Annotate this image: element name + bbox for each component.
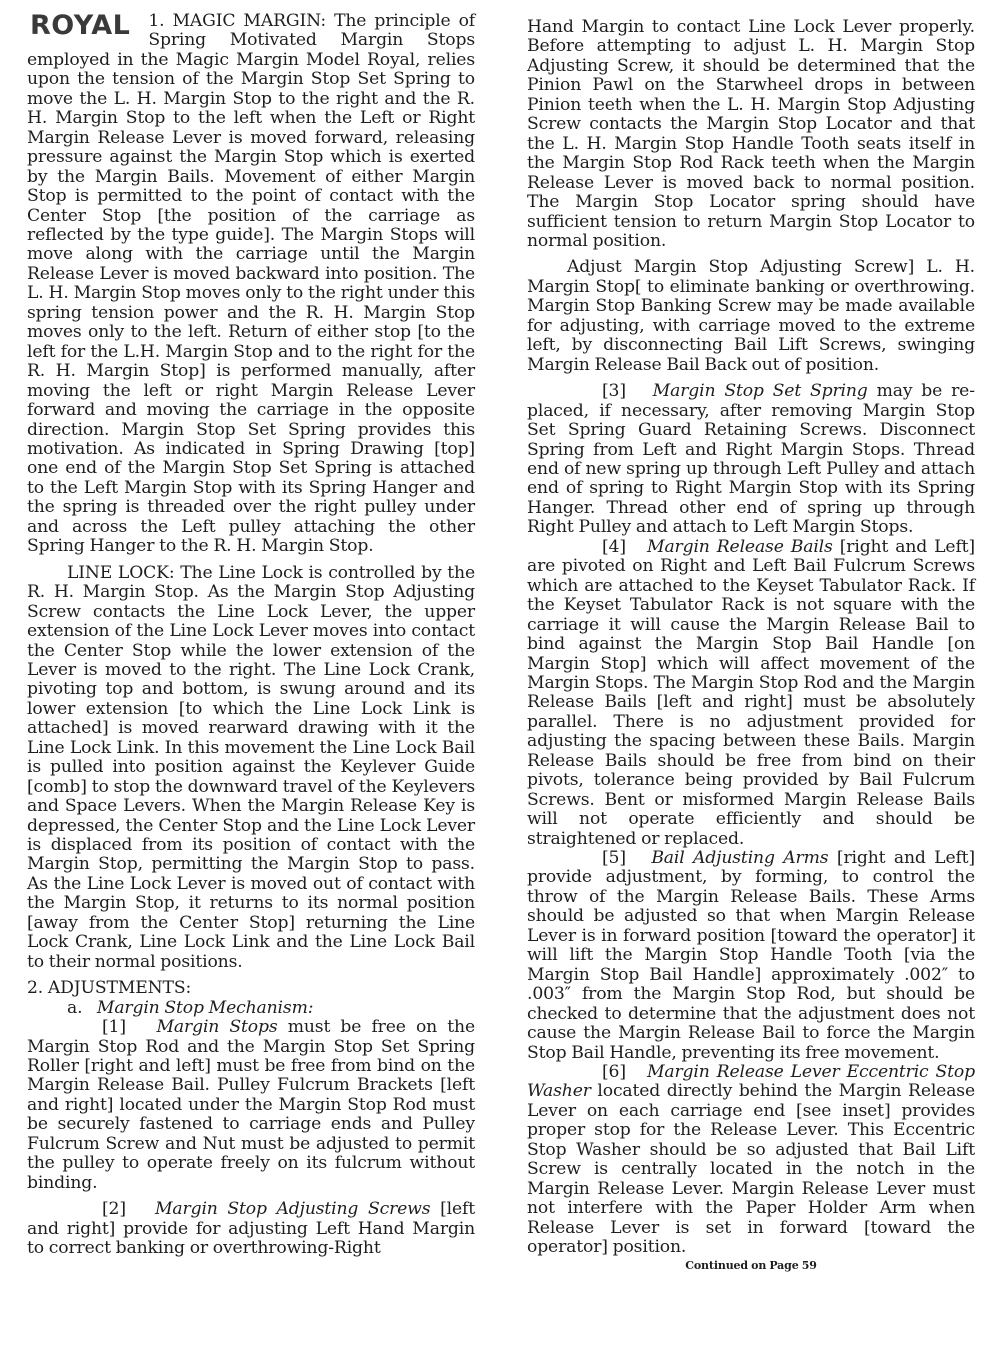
line-lock-paragraph: LINE LOCK: The Line Lock is controlled by the R. H. Margin Stop. As the Margin Stop Adjusting Screw contacts the Line Lock Lever, the upper extension of the Line Lock Lever moves into contact the Center Stop while the lower extension of the Lever is moved to the right. The Line Lock Crank, pivoting top and bottom, is swung around and its lower extension [to which the Line Lock Link is attached] is moved rearward drawing with it the Line Lock Link. In this movement the Line Lock Bail is pulled into position against the Keylever Guide [comb] to stop the downward travel of the Keylevers and Space Levers. When the Margin Release Key is depressed, the Center Stop and the Line Lock Lever is displaced from its position of contact with the Margin Stop, permitting the Margin Stop to pass. As the Line Lock Lever is moved out of contact with the Margin Stop, it returns to its normal position [away from the Center Stop] returning the Line Lock Crank, Line Lock Link and the Line Lock Bail to their normal positions. (27, 562, 475, 972)
item-5-title: Bail Adjusting Arms (651, 848, 829, 869)
brand-logo: ROYAL (30, 10, 131, 41)
sub-heading-a (27, 999, 475, 1018)
item-2-continued: Hand Margin to contact Line Lock Lever properly. Before attempting to adjust L. H. Margin Stop Adjusting Screw, it should be determined that the Pinion Pawl on the Starwheel drops in between Pinion teeth when the L. H. Margin Stop Adjusting Screw contacts the Margin Stop Locator and that the L. H. Margin Stop Handle Tooth seats itself in the Margin Stop Rod Rack teeth when the Margin Release Lever is moved back to normal position. The Margin Stop Locator spring should have sufficient tension to return Margin Stop Locator to normal position. (527, 17, 975, 251)
magic-margin-heading: 1. MAGIC MARGIN: (148, 11, 327, 31)
item-4-title: Margin Release Bails (647, 536, 833, 557)
item-4-paragraph (527, 538, 975, 849)
item-4-marker: [4] (602, 536, 626, 557)
continued-note: Continued on Page 59 (685, 1258, 817, 1272)
item-3-paragraph (527, 382, 975, 538)
item-1-paragraph (27, 1018, 475, 1193)
item-6-paragraph (527, 1063, 975, 1258)
item-6-title: Margin Release Lever Eccentric Stop Washer (527, 1062, 975, 1102)
item-2-title: Margin Stop Adjusting Screws (154, 1199, 431, 1220)
item-6-body: located directly behind the Margin Release Lever on each carriage end [see inset] provides proper stop for the Release Lever. This Eccentric Stop Washer should be so adjusted that Bail Lift Screw is centrally located in the notch in the Margin Release Lever. Margin Release Lever must not interfere with the Paper Holder Arm when Release Lever is set in forward [toward the operator] position. (527, 1081, 975, 1258)
item-5-body: [right and Left] provide adjustment, by forming, to control the throw of the Margin Release Bails. These Arms should be adjusted so that when Margin Release Lever is in forward position [toward the operator] it will lift the Margin Stop Handle Tooth [via the Margin Stop Bail Handle] approximately .002″ to .003″ from the Margin Stop Rod, but should be checked to determine that the adjustment does not cause the Margin Release Bail to force the Margin Stop Bail Handle, preventing its free movement. (527, 848, 975, 1063)
item-2-body: [left and right] provide for adjusting Left Hand Margin to correct banking or overthrowing-Right (27, 1199, 475, 1259)
item-1-title: Margin Stops (156, 1017, 278, 1038)
item-2-paragraph (27, 1200, 475, 1258)
magic-margin-paragraph (27, 12, 475, 557)
item-1-marker: [1] (102, 1017, 126, 1038)
adjustments-heading: 2. ADJUSTMENTS: (27, 978, 192, 999)
item-3-body: may be replaced, if necessary, after removing Margin Stop Set Spring Guard Retaining Screws. Disconnect Spring from Left and Right Margin Stops. Thread end of new spring up through Left Pulley and attach end of spring to Right Margin Stop with its Spring Hanger. Thread other end of spring up through Right Pulley and attach to Left Margin Stops. (527, 381, 975, 538)
left-column (27, 12, 475, 1259)
item-2-marker: [2] (102, 1199, 126, 1220)
item-4-body: [right and Left] are pivoted on Right and Left Bail Fulcrum Screws which are attached to the Keyset Tabulator Rack. If the Keyset Tabulator Rack is not square with the carriage it will cause the Margin Release Bail to bind against the Margin Stop Bail Handle [on Margin Stop] which will affect movement of the Margin Stops. The Margin Stop Rod and the Margin Release Bails [left and right] must be absolutely parallel. There is no adjustment provided for adjusting the spacing between these Bails. Margin Release Bails should be free from bind on their pivots, tolerance being provided by Bail Fulcrum Screws. Bent or misformed Margin Release Bails will not operate efficiently and should be straightened or replaced. (527, 536, 975, 849)
magic-margin-body: The principle of Spring Motivated Margin Stops employed in the Magic Margin Model Royal, relies upon the tension of the Margin Stop Set Spring to move the L. H. Margin Stop to the right and the R. H. Margin Stop to the left when the Left or Right Margin Release Lever is moved forward, releasing pressure against the Margin Stop which is exerted by the Margin Bails. Movement of either Margin Stop is permitted to the point of contact with the Center Stop [the position of the carriage as reflected by the type guide]. The Margin Stops will move along with the carriage until the Margin Release Lever is moved backward into position. The L. H. Margin Stop moves only to the right under this spring tension power and the R. H. Margin Stop moves only to the left. Return of either stop [to the left for the L.H. Margin Stop and to the right for the R. H. Margin Stop] is performed manually, after moving the left or right Margin Release Lever forward and moving the carriage in the opposite direction. Margin Stop Set Spring provides this motivation. As indicated in Spring Drawing [top] one end of the Margin Stop Set Spring is attached to the Left Margin Stop with its Spring Hanger and the spring is threaded over the right pulley under and across the Left pulley attaching the other Spring Hanger to the R. H. Margin Stop. (27, 11, 475, 557)
item-3-title: Margin Stop Set Spring (652, 381, 868, 402)
right-column (527, 18, 975, 1273)
sub-a-marker: a. (67, 997, 83, 1018)
item-5-paragraph (527, 849, 975, 1063)
item-3-marker: [3] (602, 381, 626, 402)
item-5-marker: [5] (602, 848, 626, 869)
item-1-body: must be free on the Margin Stop Rod and the Margin Stop Set Spring Roller [right and left] must be free from bind on the Margin Release Bail. Pulley Fulcrum Brackets [left and right] located under the Margin Stop Rod must be securely fastened to carriage ends and Pulley Fulcrum Screw and Nut must be adjusted to permit the pulley to operate freely on its fulcrum without binding. (27, 1017, 475, 1193)
item-6-marker: [6] (602, 1062, 626, 1083)
adjust-paragraph: Adjust Margin Stop Adjusting Screw] L. H. Margin Stop[ to eliminate banking or overthrowing. Margin Stop Banking Screw may be made available for adjusting, with carriage moved to the extreme left, by disconnecting Bail Lift Screws, swinging Margin Release Bail Back out of position. (527, 257, 975, 375)
sub-a-title: Margin Stop Mechanism: (96, 997, 314, 1018)
